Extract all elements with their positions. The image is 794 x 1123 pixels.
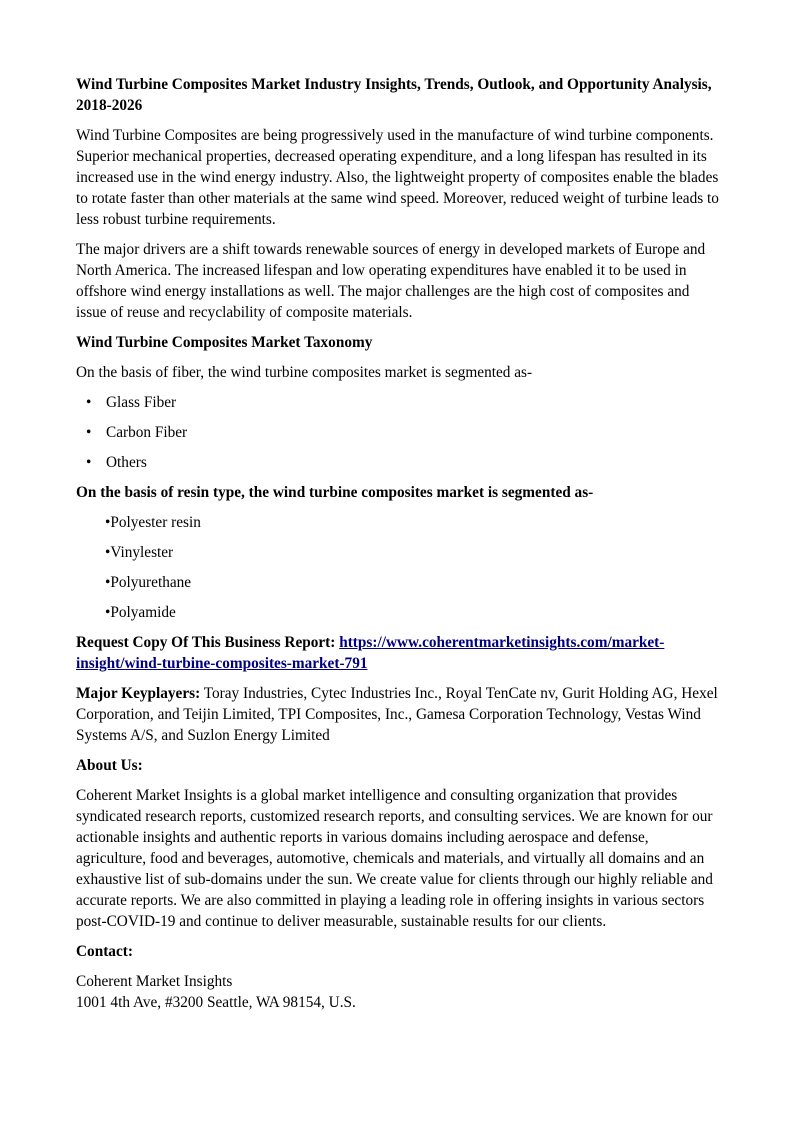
keyplayers [76, 683, 721, 746]
keyplayers-text: Toray Industries, Cytec Industries Inc., Royal TenCate nv, Gurit Holding AG, Hexel Corporation, and Teijin Limited, TPI Composites, Inc., Gamesa Corporation Technology, Vestas Wind Systems A/S, and Suzlon Energy Limited [76, 685, 718, 744]
report-link[interactable]: https://www.coherentmarketinsights.com/market-insight/wind-turbine-composites-market-791 [76, 634, 665, 672]
bullet-icon: • [86, 394, 92, 411]
fiber-item-label: Glass Fiber [106, 394, 177, 411]
keyplayers-label: Major Keyplayers: [76, 685, 201, 702]
fiber-item [76, 392, 721, 413]
intro-paragraph-2: The major drivers are a shift towards renewable sources of energy in developed markets of Europe and North America. The increased lifespan and low operating expenditures have enabled it to be used in offshore wind energy installations as well. The major challenges are the high cost of composites and issue of reuse and recyclability of composite materials. [76, 241, 706, 321]
document-page [76, 74, 721, 1013]
resin-list [76, 512, 721, 623]
contact-heading: Contact: [76, 943, 133, 960]
request-copy [76, 632, 721, 674]
fiber-item [76, 452, 721, 473]
document-title: Wind Turbine Composites Market Industry Insights, Trends, Outlook, and Opportunity Analysis, 2018-2026 [76, 76, 712, 114]
request-label: Request Copy Of This Business Report: [76, 634, 340, 651]
resin-item: •Polyester resin [105, 514, 201, 531]
fiber-item [76, 422, 721, 443]
contact-address: 1001 4th Ave, #3200 Seattle, WA 98154, U.S. [76, 994, 356, 1011]
fiber-list [76, 392, 721, 473]
resin-item: •Polyurethane [105, 574, 192, 591]
resin-item: •Polyamide [105, 604, 176, 621]
fiber-intro: On the basis of fiber, the wind turbine composites market is segmented as- [76, 364, 533, 381]
intro-paragraph-1: Wind Turbine Composites are being progressively used in the manufacture of wind turbine components. Superior mechanical properties, decreased operating expenditure, and a long lifespan has resulted in its increased use in the wind energy industry. Also, the lightweight property of composites enable the blades to rotate faster than other materials at the same wind speed. Moreover, reduced weight of turbine leads to less robust turbine requirements. [76, 127, 719, 228]
fiber-item-label: Carbon Fiber [106, 424, 188, 441]
resin-heading: On the basis of resin type, the wind turbine composites market is segmented as- [76, 484, 594, 501]
fiber-item-label: Others [106, 454, 147, 471]
bullet-icon: • [86, 424, 92, 441]
taxonomy-heading: Wind Turbine Composites Market Taxonomy [76, 334, 373, 351]
bullet-icon: • [86, 454, 92, 471]
about-text: Coherent Market Insights is a global market intelligence and consulting organization that provides syndicated research reports, customized research reports, and consulting services. We are known for our actionable insights and authentic reports in various domains including aerospace and defense, agriculture, food and beverages, automotive, chemicals and materials, and virtually all domains and an exhaustive list of sub-domains under the sun. We create value for clients through our highly reliable and accurate reports. We are also committed in playing a leading role in offering insights in various sectors post-COVID-19 and continue to deliver measurable, sustainable results for our clients. [76, 787, 713, 930]
about-heading: About Us: [76, 757, 143, 774]
contact-name: Coherent Market Insights [76, 973, 233, 990]
resin-item: •Vinylester [105, 544, 174, 561]
